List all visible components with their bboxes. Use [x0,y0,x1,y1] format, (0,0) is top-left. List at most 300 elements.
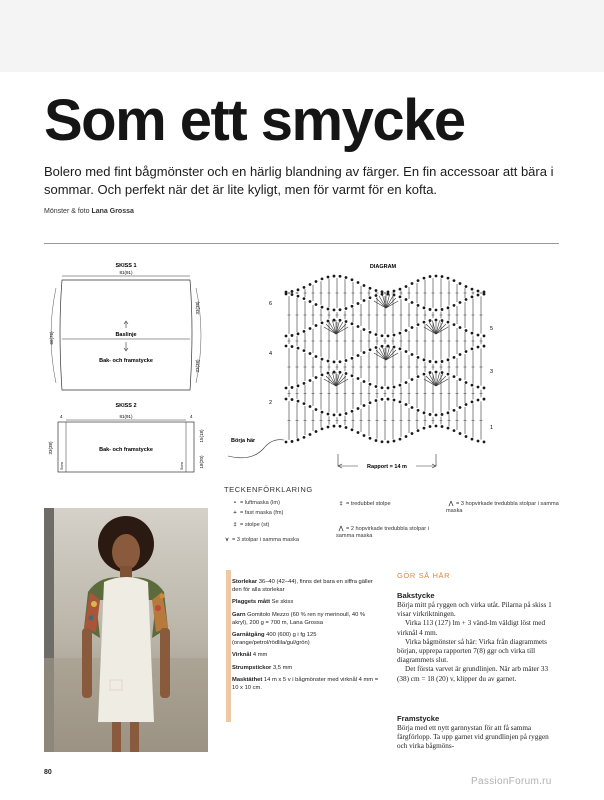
chain-dot [435,309,438,312]
chain-dot [471,348,474,351]
chain-dot [321,306,324,309]
chain-dot [447,411,450,414]
chain-dot [303,297,306,300]
legend-sym-5: ⋀ [338,526,344,532]
chain-dot [465,298,468,301]
info-storlekar: Storlekar 36–40 (42–44), finns det bara en siffra gäller den för alla storlekar [232,579,373,594]
chain-dot [321,278,324,281]
chain-dot [471,384,474,387]
info-garnatgang: Garnåtgång 400 (600) g i fg 125 (orange/petrol/rödlila/gul/grön) [232,632,317,647]
skiss-2-right-small: 5cm [179,462,184,470]
chain-dot [339,371,342,374]
chain-dot [309,300,312,303]
chain-dot [303,402,306,405]
chain-dot [351,357,354,360]
chain-dot [387,398,390,401]
legend-sym-1: + [233,510,237,516]
skiss-1-baseline: Baslinje [115,332,137,338]
skiss-2-corner-right: 4 [190,414,193,419]
chain-dot [333,275,336,278]
chain-dot [357,354,360,357]
skiss-1-width: 81(91) [119,270,133,275]
chain-dot [363,434,366,437]
chain-dot [327,308,330,311]
skiss-2-piece: Bak- och framstycke [99,447,153,453]
chain-dot [339,360,342,363]
legend-sym-4: ‡ [339,501,343,507]
info-strumpstickor: Strumpstickor 3,5 mm [232,664,293,671]
chain-dot [285,291,288,294]
info-box-accent [226,570,231,722]
chain-dot [405,381,408,384]
chain-dot [483,441,486,444]
diagram-row-left-6: 6 [269,301,273,307]
chain-dot [447,427,450,430]
skiss-1-right-top: 33(38) [195,301,200,315]
chain-dot [291,386,294,389]
legend-item-luftmaska [230,500,280,507]
chain-dot [297,400,300,403]
chain-dot [357,281,360,284]
chain-dot [315,280,318,283]
chain-dot [411,432,414,435]
chain-dot [453,409,456,412]
chain-dot [285,441,288,444]
skiss-2-right-bottom: 18(20) [199,455,204,469]
chain-dot [381,290,384,293]
legend-item-3-stolpar [222,537,310,544]
bakstycke-body: Börja mitt på ryggen och virka utåt. Pilarna på skiss 1 visar virkriktningen. Virka 113 (127) lm + 3 vänd-lm väldigt löst med virknål 4 mm. Virka bågmönster så här: Virka från diagrammets början, upprepa rapporten 7(8) ggr och virka till diagrammets slut. Det första varvet är grundlinjen. När arb mäter 33 (38) cm = 18 (20) v, klipper du av garnet. [397,601,552,683]
skiss-2-corner-left: 4 [60,414,63,419]
skiss-2-left-small: 5cm [59,462,64,470]
chain-dot [399,384,402,387]
chain-dot [321,411,324,414]
chain-dot [357,407,360,410]
chain-dot [369,401,372,404]
skiss-1-figure [44,258,214,398]
chain-dot [435,414,438,417]
chain-dot [363,284,366,287]
legend-text-2: = stolpe (st) [240,522,270,528]
credit-prefix: Mönster & foto [44,208,90,215]
diagram-row-right-3: 3 [490,369,494,375]
crochet-diagram [231,262,508,474]
chain-dot [405,285,408,288]
chain-dot [303,349,306,352]
chain-dot [471,332,474,335]
chain-dot [399,438,402,441]
diagram-start-label: Börja här [231,438,256,444]
chain-dot [381,293,384,296]
chain-dot [285,345,288,348]
chain-dot [357,302,360,305]
chain-dot [483,291,486,294]
skiss-1-left-height: 66(76) [49,331,54,345]
chain-dot [435,361,438,364]
chain-dot [363,404,366,407]
chain-dot [477,399,480,402]
chain-dot [369,348,372,351]
chain-dot [321,322,324,325]
chain-dot [429,308,432,311]
chain-dot [381,398,384,401]
chain-dot [357,431,360,434]
diagram-row-right-1: 1 [490,425,494,431]
chain-dot [417,279,420,282]
chain-dot [381,386,384,389]
chain-dot [423,321,426,324]
chain-dot [291,440,294,443]
chain-dot [411,353,414,356]
chain-dot [429,425,432,428]
chain-dot [345,307,348,310]
chain-dot [309,405,312,408]
chain-dot [285,335,288,338]
instructions-heading: GÖR SÅ HÄR [397,571,451,580]
chain-dot [297,438,300,441]
skiss-1-right-bottom: 33(38) [195,359,200,373]
chain-dot [465,435,468,438]
skiss-2-figure [44,398,214,478]
chain-dot [375,385,378,388]
chain-dot [363,328,366,331]
chain-dot [339,319,342,322]
chain-dot [411,326,414,329]
chain-dot [477,294,480,297]
chain-dot [417,356,420,359]
chain-dot [363,380,366,383]
chain-dot [333,425,336,428]
chain-dot [345,276,348,279]
chain-dot [351,278,354,281]
chain-dot [483,387,486,390]
chain-dot [315,430,318,433]
info-plaggets: Plaggets mått Se skiss [232,599,294,606]
chain-dot [417,323,420,326]
chain-dot [333,309,336,312]
chain-dot [459,378,462,381]
chain-dot [315,376,318,379]
chain-dot [453,375,456,378]
chain-dot [381,440,384,443]
chain-dot [369,331,372,334]
chain-dot [453,429,456,432]
chain-dot [345,372,348,375]
chain-dot [477,346,480,349]
diagram-row-right-5: 5 [490,326,494,332]
chain-dot [297,295,300,298]
chain-dot [375,346,378,349]
chain-dot [327,360,330,363]
chain-dot [459,301,462,304]
divider [44,243,559,244]
chain-dot [357,377,360,380]
chain-dot [405,298,408,301]
chain-dot [333,414,336,417]
chain-dot [477,386,480,389]
chain-dot [345,426,348,429]
chain-dot [477,334,480,337]
chain-dot [363,299,366,302]
chain-dot [387,335,390,338]
chain-dot [429,413,432,416]
chain-dot [339,275,342,278]
chain-dot [441,319,444,322]
chain-dot [429,319,432,322]
chain-dot [453,279,456,282]
chain-dot [417,409,420,412]
chain-dot [429,275,432,278]
chain-dot [471,438,474,441]
chain-dot [399,348,402,351]
info-virknal: Virknål 4 mm [232,652,268,659]
chain-dot [285,398,288,401]
chain-dot [411,282,414,285]
skiss-1-piece: Bak- och framstycke [99,358,153,364]
chain-dot [441,413,444,416]
chain-dot [291,293,294,296]
chain-dot [369,437,372,440]
chain-dot [471,288,474,291]
chain-dot [441,371,444,374]
diagram-stitch-marks [285,275,486,444]
chain-dot [471,296,474,299]
legend-item-2-hopvirkade [336,526,440,540]
chain-dot [309,379,312,382]
chain-dot [375,399,378,402]
chain-dot [417,304,420,307]
chain-dot [327,413,330,416]
chain-dot [369,296,372,299]
info-garn: Garn Gomitolo Mezzo (60 % ren ny merinoull, 40 % akryl), 200 g = 700 m, Lana Grossa [232,611,366,626]
chain-dot [459,353,462,356]
chain-dot [423,427,426,430]
chain-dot [387,387,390,390]
chain-dot [321,428,324,431]
chain-dot [465,329,468,332]
chain-dot [321,374,324,377]
chain-dot [435,275,438,278]
chain-dot [405,435,408,438]
chain-dot [387,345,390,348]
chain-dot [327,426,330,429]
chain-dot [423,373,426,376]
chain-dot [459,432,462,435]
legend-item-3-hopvirkade [446,501,560,515]
legend-text-3: = 3 stolpar i samma maska [232,537,299,543]
skiss-2-width: 81(91) [119,414,133,419]
chain-dot [381,345,384,348]
chain-dot [309,352,312,355]
legend-item-stolpe [230,522,269,529]
chain-dot [399,288,402,291]
chain-dot [435,425,438,428]
framstycke-heading: Framstycke [397,714,440,723]
chain-dot [297,384,300,387]
chain-dot [423,411,426,414]
credit-name: Lana Grossa [91,208,134,215]
watermark: PassionForum.ru [471,776,552,787]
chain-dot [309,283,312,286]
chain-dot [441,275,444,278]
top-photo-band [0,0,604,72]
chain-dot [357,325,360,328]
chain-dot [393,290,396,293]
chain-dot [417,429,420,432]
bakstycke-heading: Bakstycke [397,591,435,600]
chain-dot [291,334,294,337]
chain-dot [333,361,336,364]
chain-dot [423,358,426,361]
skiss-2-left-height: 33(38) [48,441,53,455]
chain-dot [477,440,480,443]
legend-text-1: = fast maska (fm) [240,510,284,516]
diagram-row-left-4: 4 [269,351,273,357]
chain-dot [459,326,462,329]
chain-dot [339,413,342,416]
chain-dot [483,398,486,401]
chain-dot [387,441,390,444]
framstycke-body: Börja med ett nytt garnnystan för att få samma färgförlopp. Ta upp garnet vid grundlinjen på ryggen och virka bågmöns- [397,724,549,751]
legend-title: TECKENFÖRKLARING [224,485,313,494]
chain-dot [429,371,432,374]
model-photo [44,508,208,752]
chain-dot [453,304,456,307]
chain-dot [465,381,468,384]
chain-dot [321,358,324,361]
skiss-2-label: SKISS 2 [115,403,137,409]
chain-dot [447,358,450,361]
chain-dot [483,345,486,348]
chain-dot [315,303,318,306]
chain-dot [303,286,306,289]
chain-dot [399,332,402,335]
chain-dot [441,308,444,311]
chain-dot [315,324,318,327]
legend-sym-0: • [234,500,236,506]
legend-text-6: = 3 hopvirkade tredubbla stolpar i samma maska [446,501,559,514]
chain-dot [441,425,444,428]
credit-line [44,208,134,215]
chain-dot [291,345,294,348]
chain-dot [369,383,372,386]
chain-dot [375,439,378,442]
chain-dot [393,386,396,389]
chain-dot [453,356,456,359]
diagram-label: DIAGRAM [369,264,397,270]
chain-dot [351,322,354,325]
chain-dot [339,308,342,311]
legend-sym-3: ⋎ [224,537,230,543]
diagram-row-left-2: 2 [269,400,273,406]
chain-dot [363,351,366,354]
lead-paragraph: Bolero med fint bågmönster och en härlig blandning av färger. En fin accessoar att bära i sommar. Och perfekt när det är lite kyligt, men för varmt för en kofta. [44,164,554,197]
chain-dot [399,296,402,299]
chain-dot [297,347,300,350]
chain-dot [411,378,414,381]
chain-dot [447,306,450,309]
chain-dot [429,360,432,363]
chain-dot [411,301,414,304]
chain-dot [459,406,462,409]
chain-dot [315,408,318,411]
legend-sym-2: ‡ [233,522,237,528]
chain-dot [345,320,348,323]
chain-dot [483,335,486,338]
chain-dot [423,277,426,280]
chain-dot [291,290,294,293]
chain-dot [423,306,426,309]
chain-dot [381,334,384,337]
legend-item-fast-maska [230,510,283,517]
chain-dot [399,401,402,404]
legend-text-0: = luftmaska (lm) [240,500,280,506]
page-number: 80 [44,769,52,776]
chain-dot [477,290,480,293]
chain-dot [333,319,336,322]
chain-dot [315,355,318,358]
chain-dot [393,399,396,402]
chain-dot [375,333,378,336]
chain-dot [327,276,330,279]
chain-dot [465,285,468,288]
chain-dot [297,288,300,291]
chain-dot [351,305,354,308]
chain-dot [405,403,408,406]
chain-dot [393,440,396,443]
chain-dot [453,323,456,326]
chain-dot [345,359,348,362]
skiss-1-label: SKISS 1 [115,263,137,269]
chain-dot [291,398,294,401]
chain-dot [369,287,372,290]
chain-dot [447,321,450,324]
chain-dot [447,373,450,376]
chain-dot [351,410,354,413]
chain-dot [459,282,462,285]
chain-dot [405,350,408,353]
page-title: Som ett smycke [44,88,465,153]
chain-dot [465,403,468,406]
chain-dot [351,428,354,431]
skiss-2-right-top: 15(18) [199,429,204,443]
diagram-rapport: Rapport = 14 m [367,464,407,470]
chain-dot [297,332,300,335]
info-masktathet: Masktäthet 14 m x 5 v i bågmönster med virknål 4 mm = 10 x 10 cm. [232,676,379,692]
chain-dot [303,330,306,333]
legend-text-5: = 2 hopvirkade tredubbla stolpar i samma maska [336,526,429,539]
legend-sym-6: ⋀ [448,501,454,507]
chain-dot [345,412,348,415]
chain-dot [351,374,354,377]
chain-dot [405,329,408,332]
chain-dot [303,382,306,385]
chain-dot [309,433,312,436]
chain-dot [471,401,474,404]
chain-dot [447,277,450,280]
chain-dot [285,387,288,390]
info-box [232,578,380,696]
chain-dot [465,350,468,353]
chain-dot [387,291,390,294]
chain-dot [375,289,378,292]
chain-dot [411,406,414,409]
chain-dot [375,294,378,297]
chain-dot [309,327,312,330]
legend-text-4: = tredubbel stolpe [346,501,391,507]
chain-dot [339,425,342,428]
chain-dot [441,360,444,363]
